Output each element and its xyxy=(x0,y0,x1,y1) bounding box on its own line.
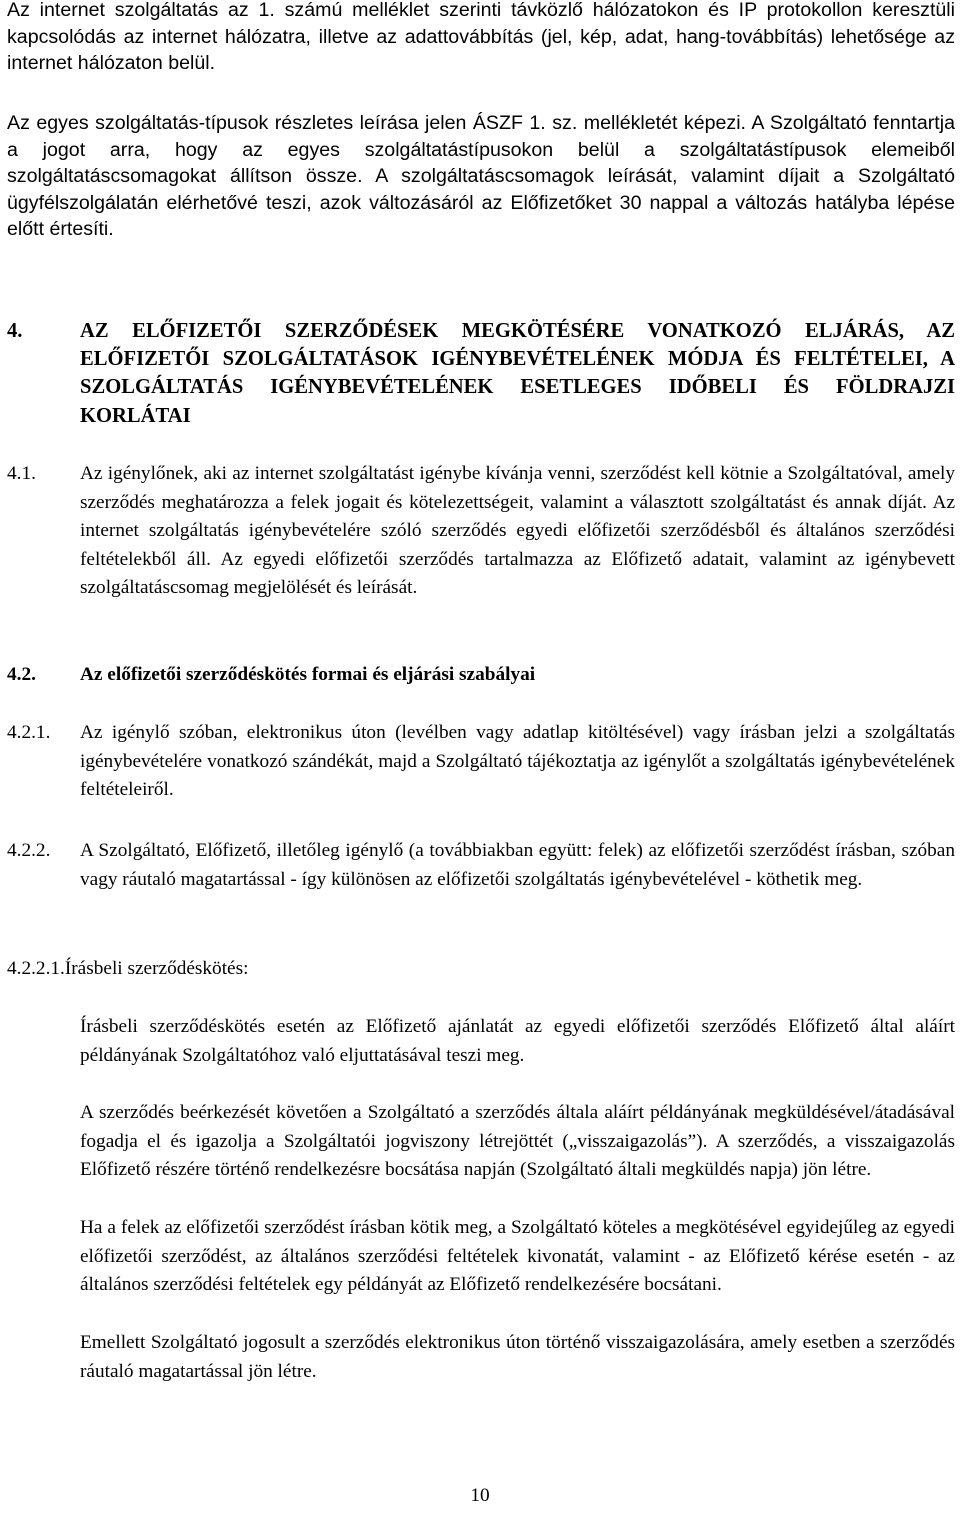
section-4-number: 4. xyxy=(7,320,23,342)
written-contract-paragraph-4: Emellett Szolgáltató jogosult a szerződés elektronikus úton történő visszaigazolására, amely esetben a szerződés ráutaló magatartással jön létre. xyxy=(80,1332,955,1382)
section-4-2-number: 4.2. xyxy=(7,664,36,685)
section-4-2-heading xyxy=(7,661,955,690)
section-4-2-2-1-heading xyxy=(7,955,955,984)
written-contract-paragraph-2: A szerződés beérkezését követően a Szolgáltató a szerződés általa aláírt példányának megküldésével/átadásával fogadja el és igazolja a Szolgáltatói jogviszony létrejöttét („visszaigazolás”). A szerződés, a visszaigazolás Előfizető részére történő rendelkezésre bocsátása napján (Szolgáltató általi megküldés napja) jön létre. xyxy=(80,1102,955,1181)
section-4-2-2-1-number: 4.2.2.1. xyxy=(7,958,65,979)
section-4-title: AZ ELŐFIZETŐI SZERZŐDÉSEK MEGKÖTÉSÉRE VONATKOZÓ ELJÁRÁS, AZ ELŐFIZETŐI SZOLGÁLTATÁSOK IGÉNYBEVÉTELÉNEK MÓDJA ÉS FELTÉTELEI, A SZOLGÁLTATÁS IGÉNYBEVÉTELÉNEK ESETLEGES IDŐBELI ÉS FÖLDRAJZI KORLÁTAI xyxy=(80,320,955,427)
section-4-2-1-number: 4.2.1. xyxy=(7,722,51,743)
written-contract-paragraph-3: Ha a felek az előfizetői szerződést írásban kötik meg, a Szolgáltató köteles a megkötésével egyidejűleg az egyedi előfizetői szerződést, az általános szerződési feltételek kivonatát, valamint - az Előfizető kérése esetén - az általános szerződési feltételek egy példányát az Előfizető rendelkezésére bocsátani. xyxy=(80,1217,955,1296)
intro-paragraph-1: Az internet szolgáltatás az 1. számú melléklet szerinti távközlő hálózatokon és IP protokollon keresztüli kapcsolódás az internet hálózatra, illetve az adattovábbítás (jel, kép, adat, hang-továbbítás) lehetősége az internet hálózaton belül. xyxy=(7,0,955,74)
intro-paragraph-2: Az egyes szolgáltatás-típusok részletes leírása jelen ÁSZF 1. sz. mellékletét képezi. A Szolgáltató fenntartja a jogot arra, hogy az egyes szolgáltatástípusokon belül a szolgáltatástípusok elemeiből szolgáltatáscsomagokat állítson össze. A szolgáltatáscsomagok leírását, valamint díjait a Szolgáltató ügyfélszolgálatán elérhetővé teszi, azok változásáról az Előfizetőket 30 nappal a változás hatályba lépése előtt értesíti. xyxy=(7,112,955,240)
section-4-1-number: 4.1. xyxy=(7,463,36,484)
section-4-1-text: Az igénylőnek, aki az internet szolgáltatást igénybe kívánja venni, szerződést kell kötnie a Szolgáltatóval, amely szerződés meghatározza a felek jogait és kötelezettségeit, valamint a választott szolgáltatást és annak díját. Az internet szolgáltatás igénybevételére szóló szerződés egyedi előfizetői szerződésből és általános szerződési feltételekből áll. Az egyedi előfizetői szerződés tartalmazza az Előfizető adatait, valamint az igénybevett szolgáltatáscsomag megjelölését és leírását. xyxy=(80,463,955,599)
section-4-2-title: Az előfizetői szerződéskötés formai és eljárási szabályai xyxy=(80,664,536,685)
section-4-2-2-number: 4.2.2. xyxy=(7,840,51,861)
page-number: 10 xyxy=(470,1485,490,1506)
section-4-2-2-1-title: Írásbeli szerződéskötés: xyxy=(64,958,249,979)
section-4-2-1-text: Az igénylő szóban, elektronikus úton (levélben vagy adatlap kitöltésével) vagy írásban jelzi a szolgáltatás igénybevételére vonatkozó szándékát, majd a Szolgáltató tájékoztatja az igénylőt a szolgáltatás igénybevételének feltételeiről. xyxy=(80,722,955,801)
section-4-2-2-text: A Szolgáltató, Előfizető, illetőleg igénylő (a továbbiakban együtt: felek) az előfizetői szerződést írásban, szóban vagy ráutaló magatartással - így különösen az előfizetői szolgáltatás igénybevételével - köthetik meg. xyxy=(80,840,955,890)
section-4-1 xyxy=(7,460,955,603)
written-contract-paragraph-1: Írásbeli szerződéskötés esetén az Előfizető ajánlatát az egyedi előfizetői szerződés Előfizető által aláírt példányának Szolgáltatóhoz való eljuttatásával teszi meg. xyxy=(80,1016,955,1066)
section-4-heading xyxy=(7,317,955,430)
section-4-2-1 xyxy=(7,719,955,805)
section-4-2-2 xyxy=(7,837,955,894)
